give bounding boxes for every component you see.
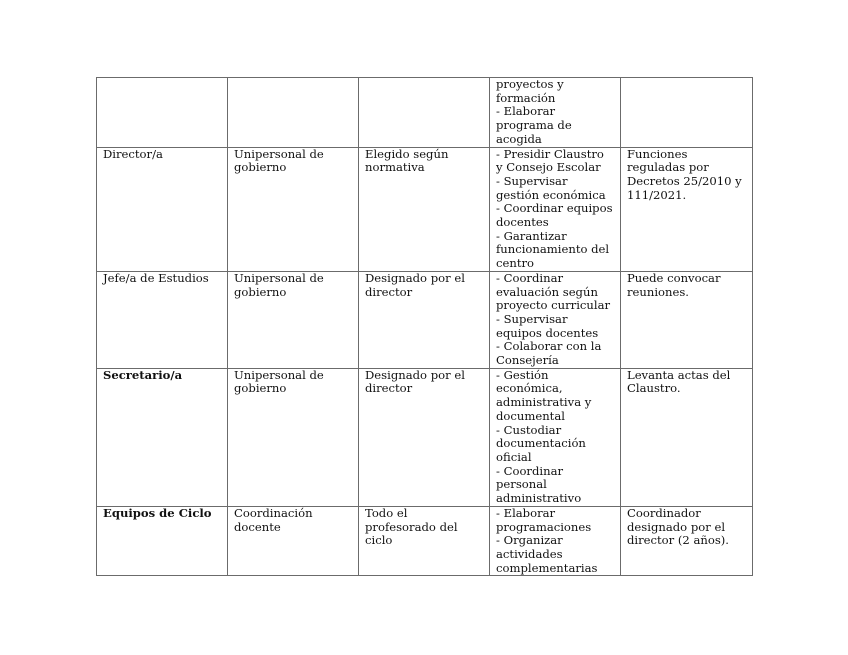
functions-cell: - Coordinar evaluación según proyecto curricular - Supervisar equipos docentes - Colaborar con la Consejería	[490, 271, 621, 368]
table-row	[97, 368, 753, 506]
role-cell: Jefe/a de Estudios	[97, 271, 228, 368]
table-row	[97, 271, 753, 368]
functions-cell: - Presidir Claustro y Consejo Escolar - Supervisar gestión económica - Coordinar equipos docentes - Garantizar funcionamiento del centro	[490, 147, 621, 271]
type-cell: Unipersonal de gobierno	[228, 147, 359, 271]
role-cell: Director/a	[97, 147, 228, 271]
role-cell: Equipos de Ciclo	[97, 506, 228, 576]
notes-cell: Puede convocar reuniones.	[621, 271, 753, 368]
role-cell: Secretario/a	[97, 368, 228, 506]
organs-table	[96, 77, 753, 576]
table-row	[97, 147, 753, 271]
selection-cell: Designado por el director	[359, 368, 490, 506]
functions-cell: - Gestión económica, administrativa y documental - Custodiar documentación oficial - Coordinar personal administrativo	[490, 368, 621, 506]
selection-cell: Designado por el director	[359, 271, 490, 368]
notes-cell: Levanta actas del Claustro.	[621, 368, 753, 506]
selection-cell: Elegido según normativa	[359, 147, 490, 271]
table-row	[97, 506, 753, 576]
role-cell	[97, 78, 228, 148]
notes-cell: Funciones reguladas por Decretos 25/2010 y 111/2021.	[621, 147, 753, 271]
selection-cell	[359, 78, 490, 148]
table-row	[97, 78, 753, 148]
type-cell: Unipersonal de gobierno	[228, 271, 359, 368]
notes-cell	[621, 78, 753, 148]
type-cell: Unipersonal de gobierno	[228, 368, 359, 506]
functions-cell: - Elaborar programaciones - Organizar actividades complementarias	[490, 506, 621, 576]
type-cell	[228, 78, 359, 148]
type-cell: Coordinación docente	[228, 506, 359, 576]
notes-cell: Coordinador designado por el director (2 años).	[621, 506, 753, 576]
functions-cell: proyectos y formación - Elaborar programa de acogida	[490, 78, 621, 148]
selection-cell: Todo el profesorado del ciclo	[359, 506, 490, 576]
